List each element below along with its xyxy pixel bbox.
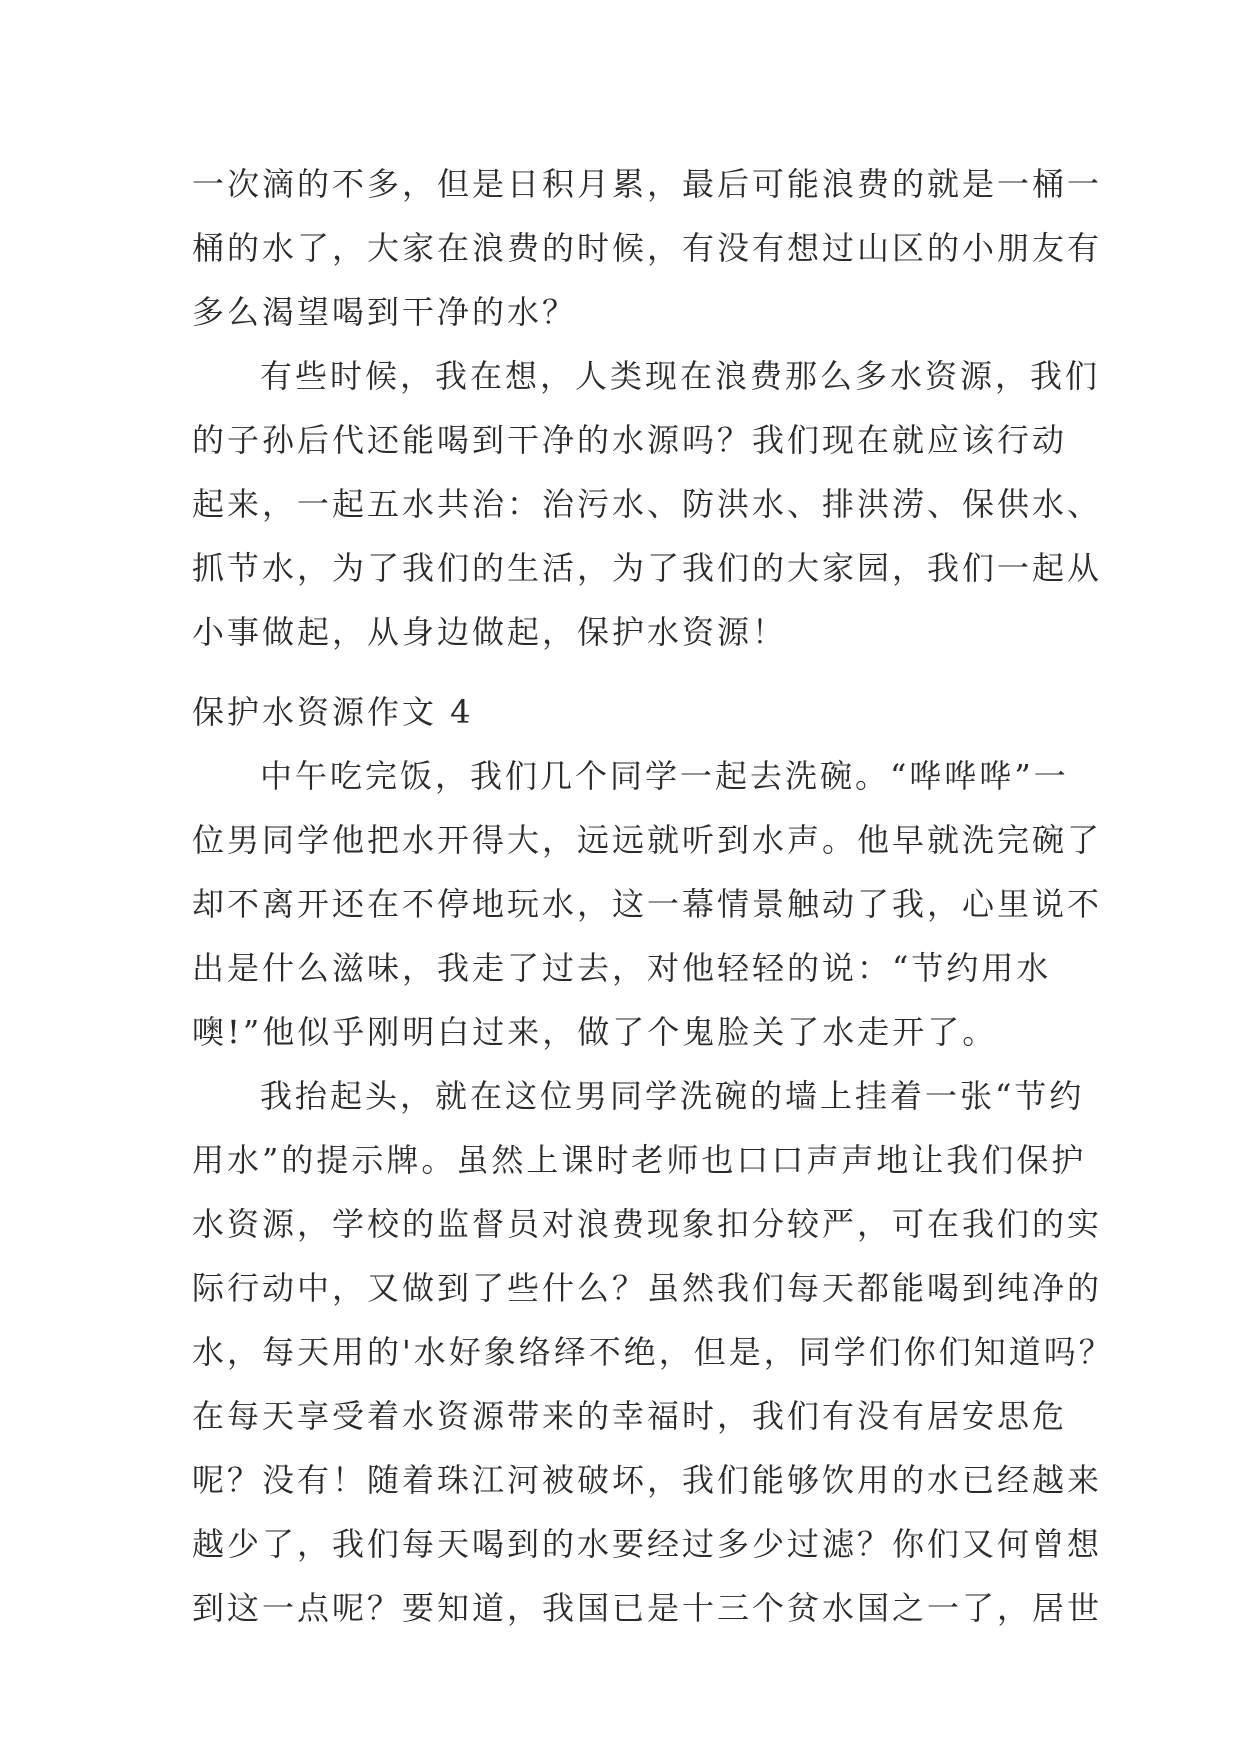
text-line: 出是什么滋味，我走了过去，对他轻轻的说：“节约用水 <box>192 949 1052 987</box>
paragraph <box>192 344 1103 664</box>
text-line: 水，每天用的'水好象络绎不绝，但是，同学们你们知道吗？ <box>192 1333 1114 1371</box>
text-line: 起来，一起五水共治：治污水、防洪水、排洪涝、保供水、 <box>192 485 1103 523</box>
text-line: 一次滴的不多，但是日积月累，最后可能浪费的就是一桶一 <box>192 165 1103 203</box>
text-line: 水资源，学校的监督员对浪费现象扣分较严，可在我们的实 <box>192 1205 1103 1243</box>
paragraph <box>192 1064 1114 1640</box>
text-line: 噢!”他似乎刚明白过来，做了个鬼脸关了水走开了。 <box>192 1013 998 1051</box>
text-line: 位男同学他把水开得大，远远就听到水声。他早就洗完碗了 <box>192 821 1103 859</box>
text-line: 中午吃完饭，我们几个同学一起去洗碗。“哗哗哗”一 <box>260 757 1069 795</box>
text-line: 用水”的提示牌。虽然上课时老师也口口声声地让我们保护 <box>192 1141 1087 1179</box>
text-line: 抓节水，为了我们的生活，为了我们的大家园，我们一起从 <box>192 549 1103 587</box>
text-section-1 <box>192 152 1103 664</box>
paragraph <box>192 152 1103 344</box>
section-heading: 保护水资源作文 4 <box>192 693 474 731</box>
section-heading-block <box>192 680 1062 744</box>
text-section-2 <box>192 744 1114 1640</box>
text-line: 到这一点呢？要知道，我国已是十三个贫水国之一了，居世 <box>192 1589 1103 1627</box>
paragraph <box>192 744 1103 1064</box>
text-line: 在每天享受着水资源带来的幸福时，我们有没有居安思危 <box>192 1397 1068 1435</box>
text-line: 际行动中，又做到了些什么？虽然我们每天都能喝到纯净的 <box>192 1269 1103 1307</box>
text-line: 多么渴望喝到干净的水？ <box>192 293 578 331</box>
text-line: 越少了，我们每天喝到的水要经过多少过滤？你们又何曾想 <box>192 1525 1103 1563</box>
text-line: 桶的水了，大家在浪费的时候，有没有想过山区的小朋友有 <box>192 229 1103 267</box>
text-line: 有些时候，我在想，人类现在浪费那么多水资源，我们 <box>260 357 1101 395</box>
text-line: 的子孙后代还能喝到干净的水源吗？我们现在就应该行动 <box>192 421 1068 459</box>
text-line: 呢？没有！随着珠江河被破坏，我们能够饮用的水已经越来 <box>192 1461 1103 1499</box>
text-line: 我抬起头，就在这位男同学洗碗的墙上挂着一张“节约 <box>260 1077 1085 1115</box>
text-line: 却不离开还在不停地玩水，这一幕情景触动了我，心里说不 <box>192 885 1103 923</box>
text-line: 小事做起，从身边做起，保护水资源！ <box>192 613 788 651</box>
